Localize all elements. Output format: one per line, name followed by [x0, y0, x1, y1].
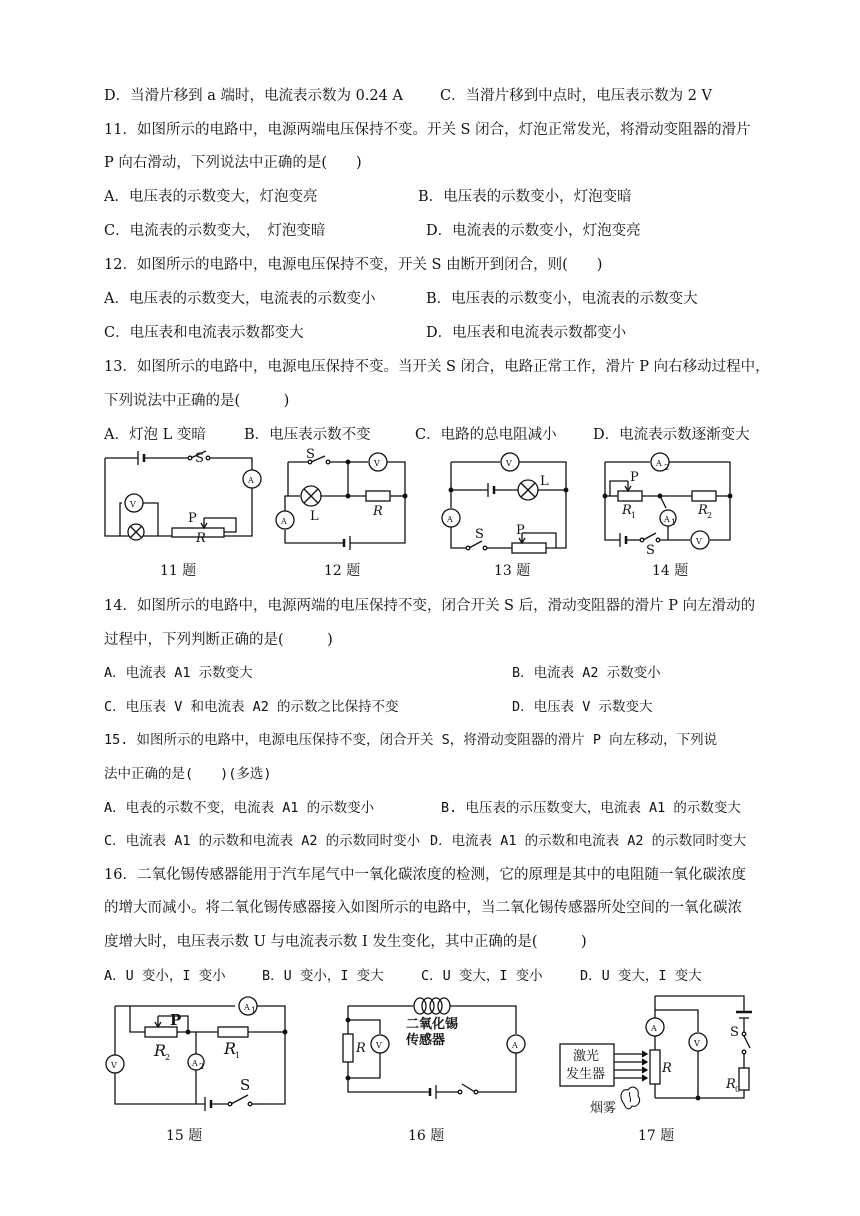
svg-text:R: R: [373, 504, 383, 519]
svg-text:S: S: [195, 451, 204, 466]
svg-text:1: 1: [235, 1051, 241, 1060]
svg-text:P: P: [516, 523, 525, 538]
q11-option-a: A．电压表的示数变大，灯泡变亮: [104, 189, 318, 205]
svg-text:A: A: [651, 1024, 657, 1033]
q16-stem-line1: 16．二氧化锡传感器能用于汽车尾气中一氧化碳浓度的检测，它的原理是其中的电阻随一氧化碳浓度: [104, 867, 746, 883]
q16-stem-line3: 度增大时，电压表示数 U 与电流表示数 I 发生变化，其中正确的是( ): [104, 934, 587, 950]
resistor-icon: [366, 491, 390, 501]
q14-option-a: A．电流表 A1 示数变大: [104, 665, 253, 681]
svg-text:2: 2: [165, 1053, 171, 1062]
svg-text:S: S: [730, 1025, 739, 1040]
svg-text:A: A: [656, 459, 662, 468]
q16-stem-line2: 的增大而减小。将二氧化锡传感器接入如图所示的电路中，当二氧化锡传感器所处空间的一氧化碳浓: [104, 900, 742, 916]
q12-option-c: C．电压表和电流表示数都变大: [104, 325, 304, 341]
svg-text:2: 2: [664, 463, 670, 472]
q14-option-c: C．电压表 V 和电流表 A2 的示数之比保持不变: [104, 699, 399, 715]
svg-text:R: R: [622, 503, 632, 518]
svg-text:P: P: [630, 470, 639, 485]
q16-option-a: A．U 变小，I 变小: [104, 968, 226, 984]
svg-text:1: 1: [631, 511, 637, 520]
resistor-r0-icon: [739, 1068, 749, 1090]
q14-stem-line2: 过程中，下列判断正确的是( ): [104, 632, 333, 648]
rheostat-icon: [512, 543, 546, 553]
q15-stem-line1: 15. 如图所示的电路中，电源电压保持不变，闭合开关 S，将滑动变阻器的滑片 P 向左移动，下列说: [104, 732, 718, 748]
circuit-diagram-q13: [436, 448, 586, 553]
photoresistor-icon: [650, 1050, 660, 1084]
rheostat-r1-icon: [618, 491, 642, 501]
svg-text:V: V: [130, 500, 136, 509]
resistor-r2-icon: [692, 491, 716, 501]
svg-text:传感器: 传感器: [406, 1033, 446, 1048]
svg-text:S: S: [475, 527, 484, 542]
svg-text:A: A: [512, 1041, 518, 1050]
svg-text:R: R: [154, 1041, 167, 1060]
svg-text:A: A: [244, 1003, 250, 1012]
svg-text:R: R: [662, 1061, 672, 1076]
q13-stem-line1: 13．如图所示的电路中，电源电压保持不变。当开关 S 闭合，电路正常工作，滑片 P 向右移动过程中，: [104, 359, 770, 375]
q15-stem-line2: 法中正确的是( )(多选): [104, 766, 272, 782]
figure-caption-16: 16 题: [408, 1128, 445, 1144]
sensor-coil-icon: [414, 998, 450, 1014]
svg-text:L: L: [310, 509, 319, 524]
figure-caption-12: 12 题: [324, 563, 361, 579]
svg-text:发生器: 发生器: [566, 1067, 606, 1082]
q15-option-c: C．电流表 A1 的示数和电流表 A2 的示数同时变小: [104, 833, 421, 849]
circuit-diagram-q12: [270, 448, 420, 548]
q16-option-d: D．U 变大，I 变大: [580, 968, 702, 984]
q13-option-d: D．电流表示数逐渐变大: [593, 427, 750, 443]
q11-option-b: B．电压表的示数变小，灯泡变暗: [418, 189, 632, 205]
q16-option-c: C．U 变大，I 变小: [421, 968, 543, 984]
q12-option-b: B．电压表的示数变小，电流表的示数变大: [426, 291, 698, 307]
q10-option-d: D．当滑片移到 a 端时，电流表示数为 0.24 A: [104, 88, 403, 104]
q12-option-d: D．电压表和电流表示数都变小: [426, 325, 627, 341]
svg-text:L: L: [540, 474, 549, 489]
svg-text:A: A: [447, 515, 453, 524]
svg-text:R: R: [196, 531, 206, 546]
q10-option-c: C．当滑片移到中点时，电压表示数为 2 V: [440, 88, 713, 104]
q14-stem-line1: 14．如图所示的电路中，电源两端的电压保持不变，闭合开关 S 后，滑动变阻器的滑片 P 向左滑动的: [104, 598, 756, 614]
figure-caption-14: 14 题: [652, 563, 689, 579]
svg-text:V: V: [506, 459, 512, 468]
q13-stem-line2: 下列说法中正确的是( ): [104, 393, 290, 409]
figure-caption-11: 11 题: [160, 563, 197, 579]
q13-option-a: A．灯泡 L 变暗: [104, 427, 206, 443]
q16-option-b: B．U 变小，I 变大: [262, 968, 384, 984]
svg-text:S: S: [306, 447, 315, 462]
svg-text:V: V: [111, 1061, 117, 1070]
svg-text:S: S: [646, 543, 655, 558]
svg-text:二氧化锡: 二氧化锡: [406, 1017, 459, 1032]
svg-text:2: 2: [199, 1062, 205, 1071]
q15-option-a: A．电表的示数不变，电流表 A1 的示数变小: [104, 800, 375, 816]
svg-text:V: V: [696, 537, 702, 546]
svg-text:激光: 激光: [573, 1049, 600, 1064]
svg-text:2: 2: [707, 511, 713, 520]
svg-text:V: V: [376, 1041, 382, 1050]
svg-text:A: A: [664, 515, 670, 524]
svg-text:R: R: [698, 503, 708, 518]
q12-option-a: A．电压表的示数变大，电流表的示数变小: [104, 291, 376, 307]
svg-text:1: 1: [251, 1006, 257, 1015]
q15-option-b: B. 电压表的示压数变大，电流表 A1 的示数变大: [441, 800, 741, 816]
svg-text:烟雾: 烟雾: [590, 1101, 617, 1116]
svg-text:P: P: [188, 511, 197, 526]
svg-text:S: S: [240, 1076, 251, 1094]
figure-caption-15: 15 题: [166, 1128, 203, 1144]
svg-text:P: P: [170, 1011, 182, 1029]
q11-stem-line2: P 向右滑动，下列说法中正确的是( ): [104, 155, 362, 171]
svg-text:R: R: [726, 1077, 736, 1092]
smoke-icon: [621, 1087, 640, 1109]
q11-stem-line1: 11．如图所示的电路中，电源两端电压保持不变。开关 S 闭合，灯泡正常发光，将滑动变阻器的滑片: [104, 122, 751, 138]
q13-option-b: B．电压表示数不变: [244, 427, 371, 443]
svg-text:A: A: [281, 517, 287, 526]
q15-option-d: D．电流表 A1 的示数和电流表 A2 的示数同时变大: [430, 833, 747, 849]
circuit-diagram-q16: [338, 992, 533, 1117]
circuit-diagram-q14: [600, 448, 750, 558]
svg-text:R: R: [356, 1041, 366, 1056]
figure-caption-13: 13 题: [494, 563, 531, 579]
svg-text:0: 0: [735, 1085, 741, 1094]
svg-text:V: V: [374, 459, 380, 468]
figure-caption-17: 17 题: [638, 1128, 675, 1144]
svg-text:A: A: [248, 476, 254, 485]
q11-option-c: C．电流表的示数变大， 灯泡变暗: [104, 223, 326, 239]
svg-text:R: R: [224, 1039, 237, 1058]
resistor-r1-icon: [218, 1027, 248, 1037]
svg-text:A: A: [192, 1059, 198, 1068]
resistor-icon: [343, 1034, 353, 1062]
circuit-diagram-q11: [100, 448, 270, 548]
q14-option-d: D．电压表 V 示数变大: [512, 699, 653, 715]
q14-option-b: B．电流表 A2 示数变小: [512, 665, 661, 681]
q12-stem: 12．如图所示的电路中，电源电压保持不变，开关 S 由断开到闭合，则( ): [104, 257, 603, 273]
q11-option-d: D．电流表的示数变小，灯泡变亮: [426, 223, 641, 239]
q13-option-c: C．电路的总电阻减小: [415, 427, 557, 443]
circuit-diagram-q17: [558, 992, 758, 1122]
circuit-diagram-q15: [100, 992, 300, 1117]
svg-text:V: V: [694, 1039, 700, 1048]
svg-text:1: 1: [671, 518, 677, 527]
